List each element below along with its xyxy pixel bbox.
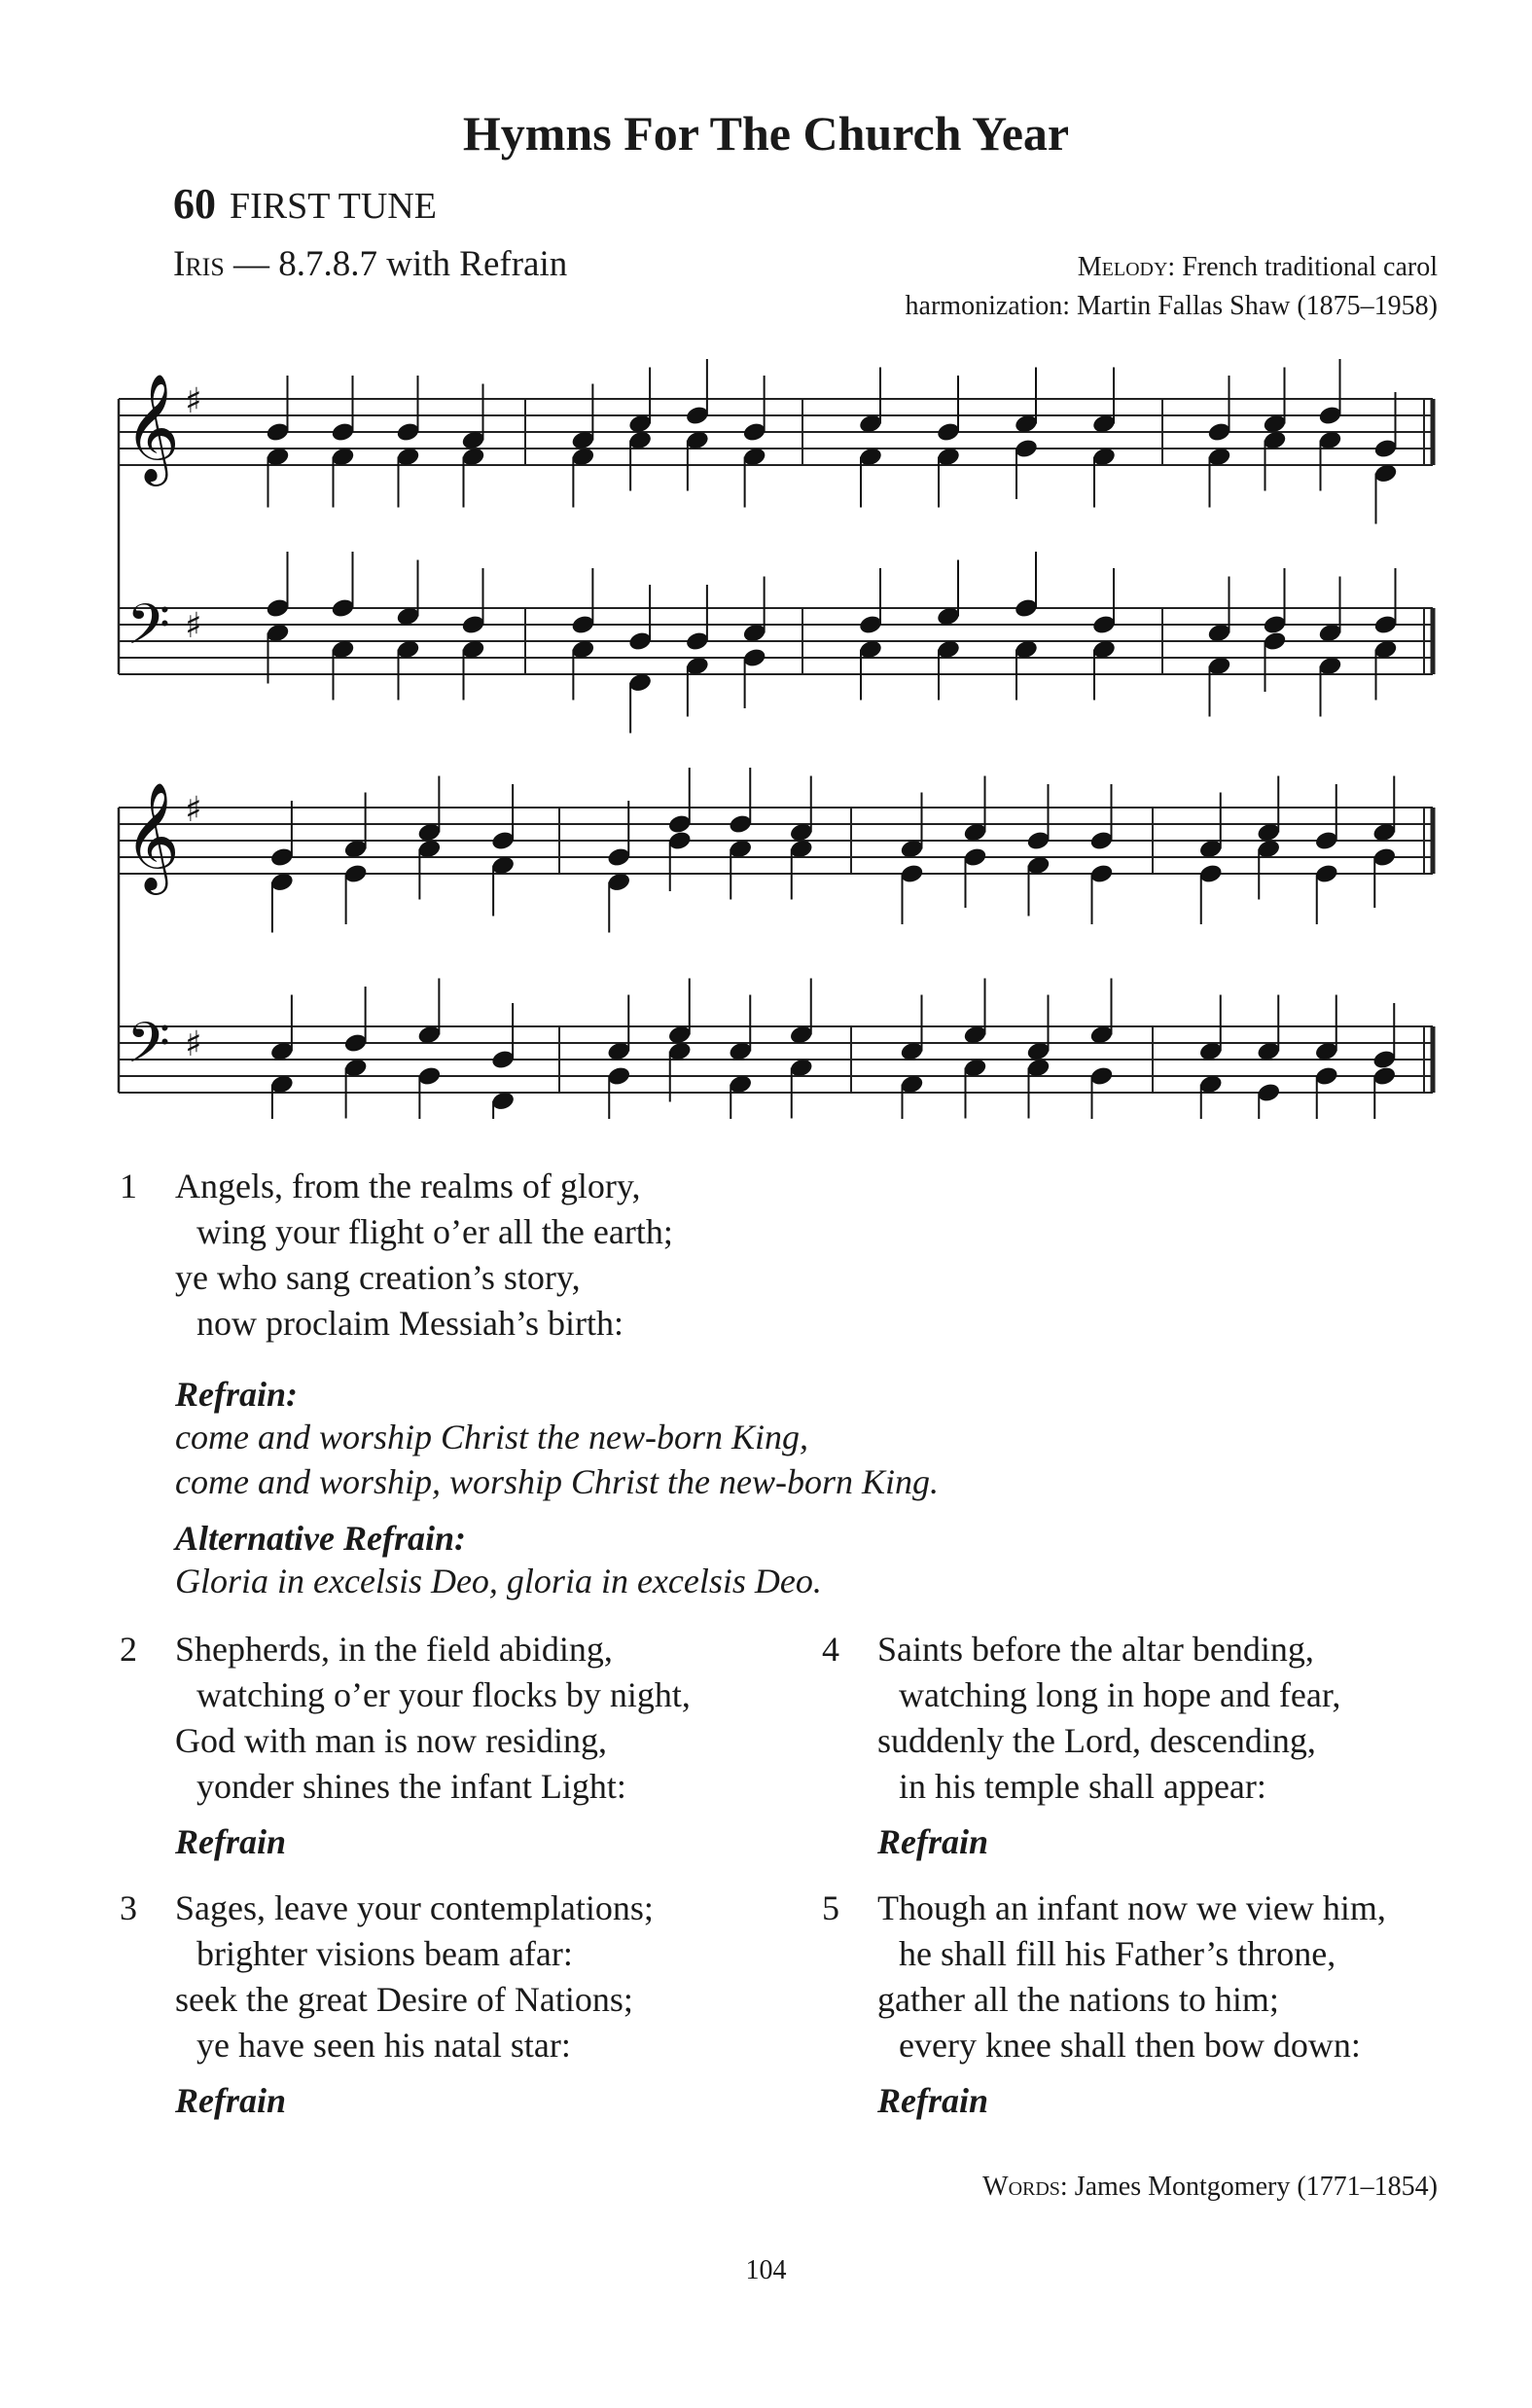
sharp-icon: ♯ (185, 606, 202, 646)
verse-number: 1 (120, 1167, 137, 1205)
verse-line: Sages, leave your contemplations; (175, 1888, 654, 1927)
treble-clef-icon: 𝄞 (125, 373, 180, 482)
verse-line: he shall fill his Father’s throne, (899, 1934, 1336, 1973)
verse-line: brighter visions beam afar: (196, 1934, 573, 1973)
refrain-line: come and worship, worship Christ the new-born King. (175, 1462, 940, 1501)
refrain-line: come and worship Christ the new-born King, (175, 1418, 809, 1456)
score-system-1 (119, 359, 1433, 734)
verse-line: ye who sang creation’s story, (175, 1258, 581, 1297)
bass-clef-icon: 𝄢 (126, 1010, 171, 1090)
tune-name: Iris (173, 244, 225, 284)
verse-number: 3 (120, 1888, 137, 1927)
alternative-refrain-line: Gloria in excelsis Deo, gloria in excelsis Deo. (175, 1562, 822, 1600)
verse-line: Angels, from the realms of glory, (175, 1167, 641, 1205)
verse-line: every knee shall then bow down: (899, 2026, 1361, 2065)
page-number: 104 (745, 2255, 787, 2285)
verse-line: gather all the nations to him; (877, 1980, 1279, 2019)
verse-line: wing your flight o’er all the earth; (196, 1212, 673, 1251)
verse-2 (120, 1627, 691, 1865)
verse-number: 2 (120, 1630, 137, 1669)
alternative-refrain-label: Alternative Refrain: (175, 1519, 466, 1558)
verse-line: watching long in hope and fear, (899, 1675, 1341, 1714)
verse-line: God with man is now residing, (175, 1721, 607, 1760)
verse-line: Shepherds, in the field abiding, (175, 1630, 613, 1669)
music-score (0, 0, 1532, 1119)
score-system-2 (119, 768, 1433, 1119)
meter: — 8.7.8.7 with Refrain (224, 244, 568, 284)
treble-clef-icon: 𝄞 (125, 781, 180, 890)
refrain-cue: Refrain (175, 1822, 287, 1861)
verse-line: Saints before the altar bending, (877, 1630, 1314, 1669)
verse-line: watching o’er your flocks by night, (196, 1675, 691, 1714)
bass-clef-icon: 𝄢 (126, 592, 171, 671)
refrain-cue: Refrain (877, 1822, 989, 1861)
alternative-refrain-block (175, 1518, 822, 1603)
hymn-number: 60 (173, 180, 216, 228)
refrain-label: Refrain: (175, 1375, 298, 1414)
verse-line: ye have seen his natal star: (196, 2026, 571, 2065)
verse-line: seek the great Desire of Nations; (175, 1980, 633, 2019)
melody-source: French traditional carol (1175, 252, 1438, 282)
verse-4 (822, 1627, 1341, 1865)
sharp-icon: ♯ (185, 1024, 202, 1064)
verse-3 (120, 1886, 654, 2124)
verse-line: yonder shines the infant Light: (196, 1767, 626, 1806)
verse-number: 4 (822, 1630, 839, 1669)
refrain-cue: Refrain (175, 2081, 287, 2120)
words-credit (982, 2172, 1438, 2203)
verse-line: Though an infant now we view him, (877, 1888, 1386, 1927)
melody-label: Melody: (1077, 252, 1176, 282)
verse-line: in his temple shall appear: (899, 1767, 1266, 1806)
words-label: Words: (982, 2172, 1068, 2202)
refrain-block (175, 1374, 939, 1504)
words-author: James Montgomery (1771–1854) (1067, 2172, 1438, 2202)
verse-number: 5 (822, 1888, 839, 1927)
book-title: Hymns For The Church Year (462, 106, 1070, 161)
refrain-cue: Refrain (877, 2081, 989, 2120)
verse-1 (120, 1164, 673, 1347)
verse-line: suddenly the Lord, descending, (877, 1721, 1316, 1760)
tune-label: FIRST TUNE (230, 186, 437, 227)
harmonization-credit: harmonization: Martin Fallas Shaw (1875–1958) (905, 291, 1438, 321)
sharp-icon: ♯ (185, 381, 202, 421)
verse-5 (822, 1886, 1386, 2124)
verse-line: now proclaim Messiah’s birth: (196, 1304, 623, 1343)
sharp-icon: ♯ (185, 790, 202, 830)
